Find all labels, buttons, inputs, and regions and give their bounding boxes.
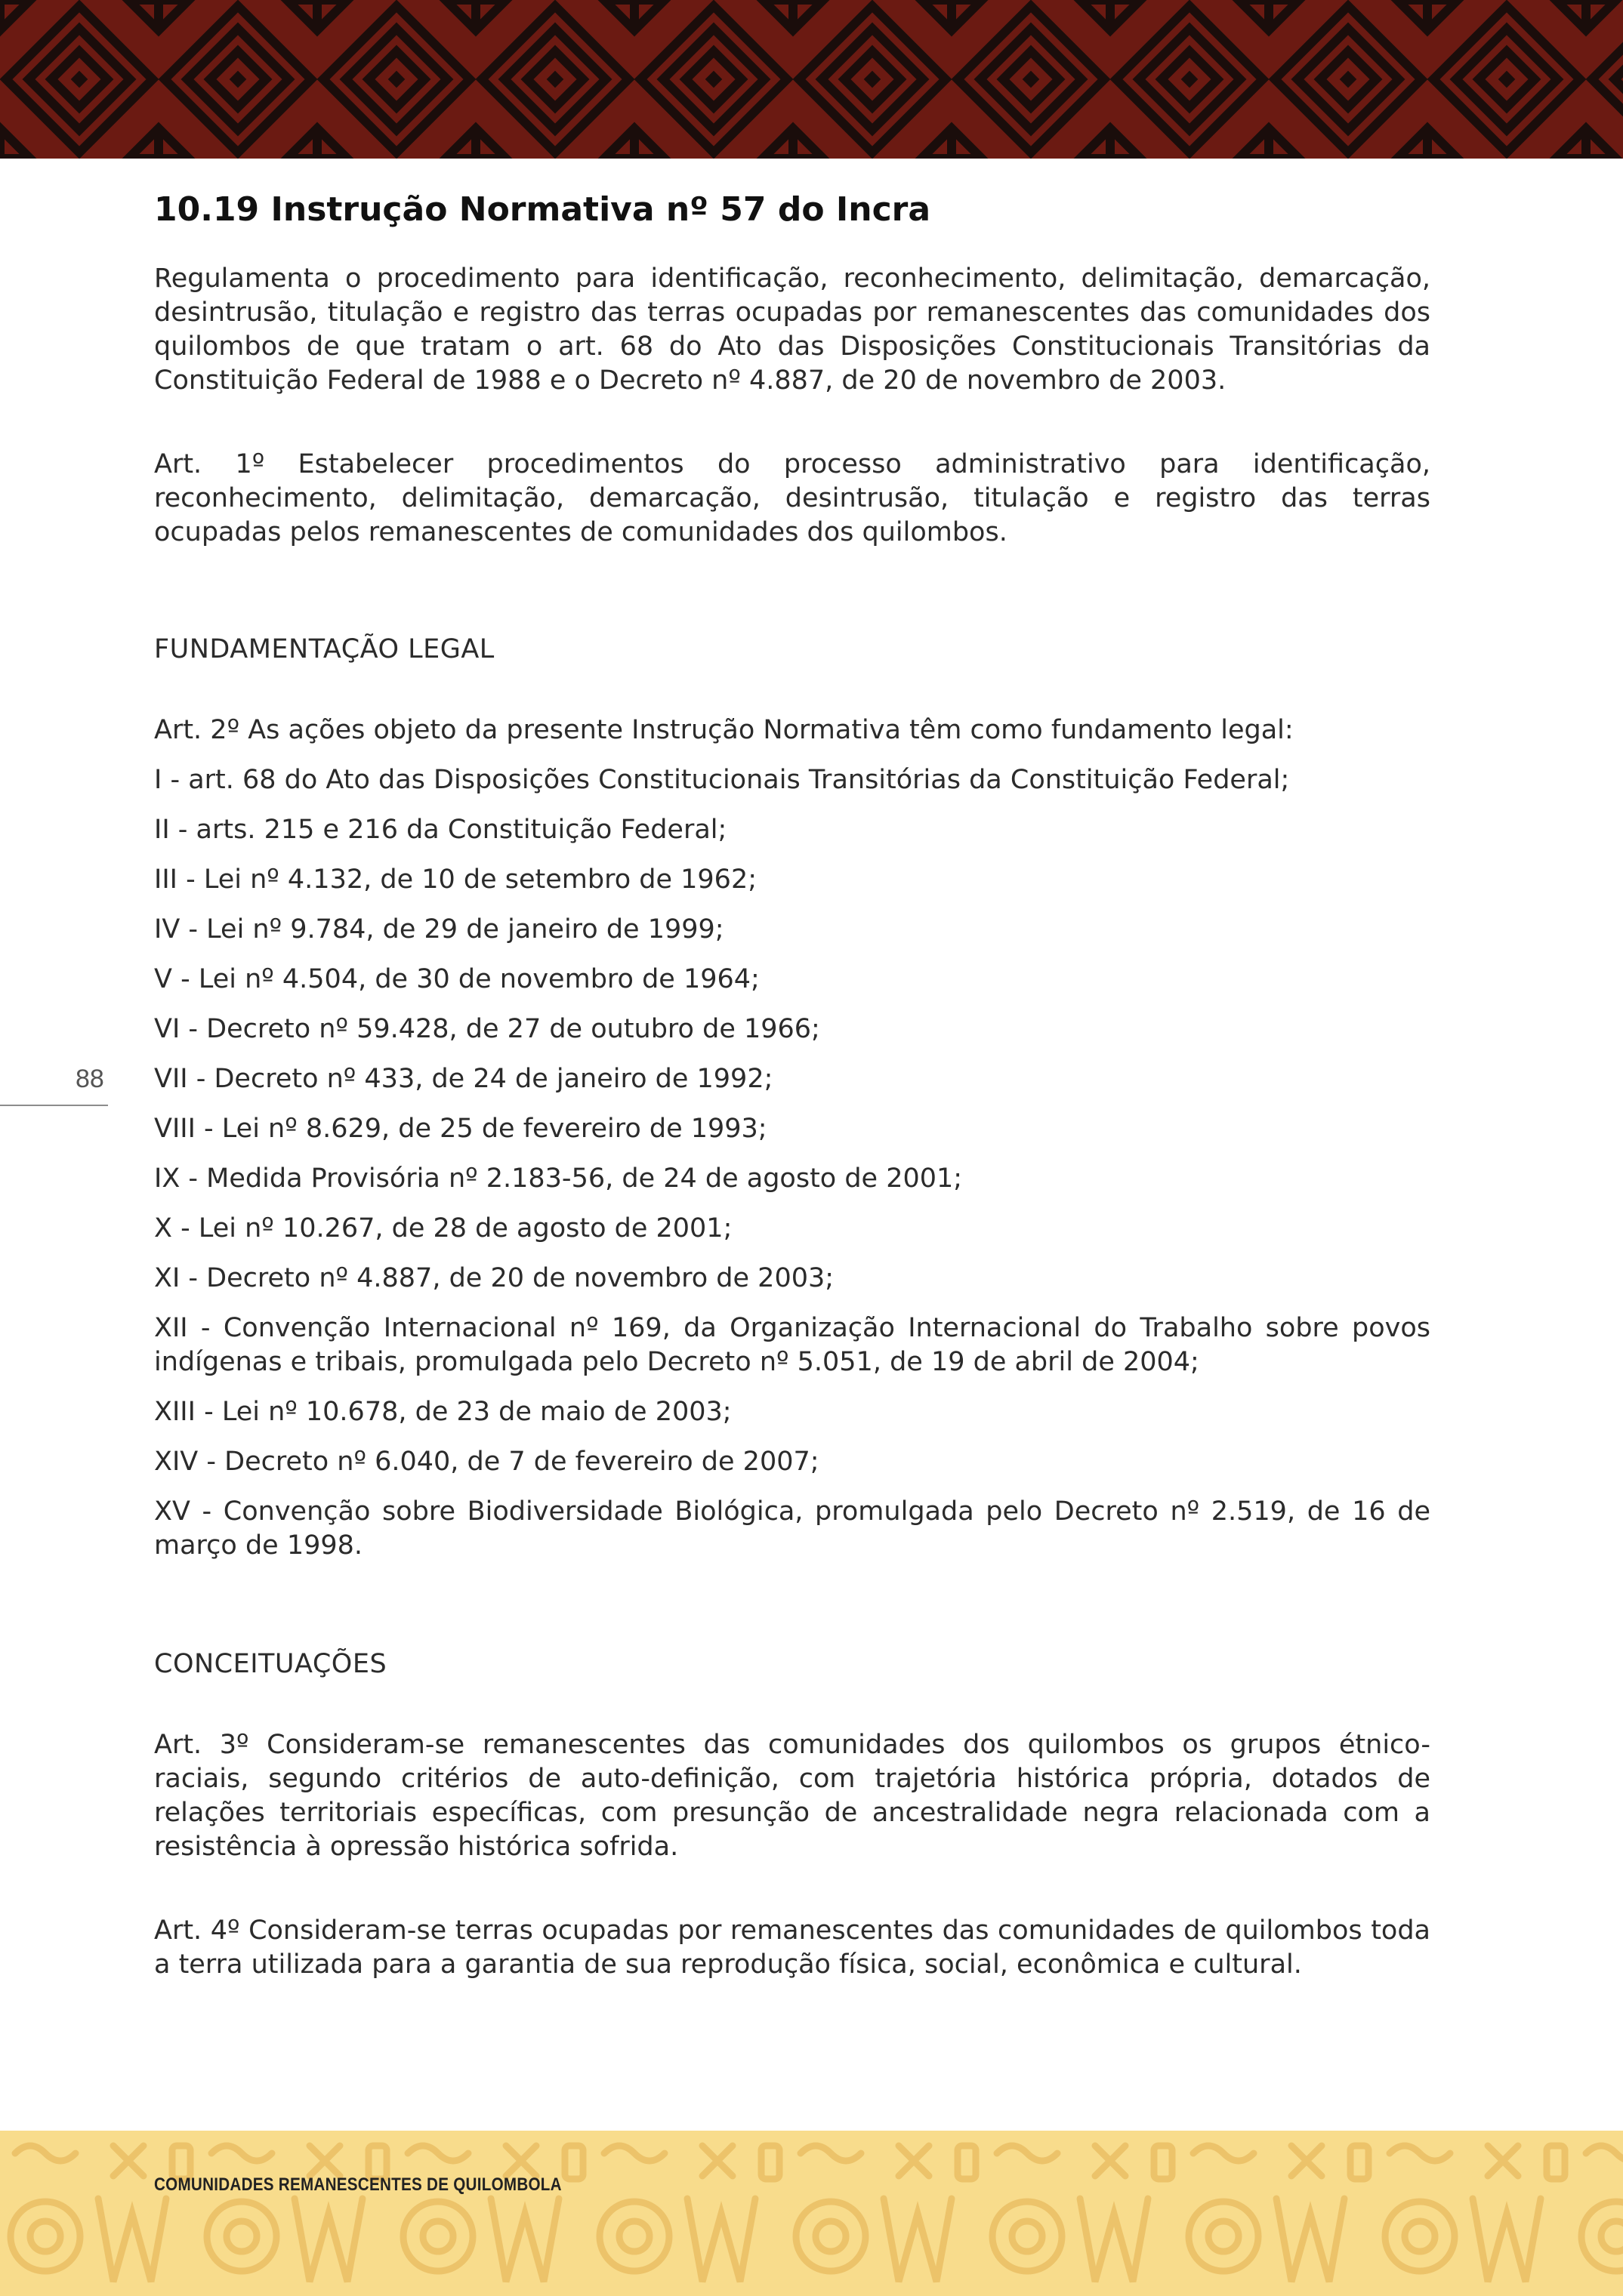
footer-label: COMUNIDADES REMANESCENTES DE QUILOMBOLA [154, 2174, 562, 2195]
list-item: VIII - Lei nº 8.629, de 25 de fevereiro de 1993; [154, 1113, 767, 1144]
section-title-fundamentacao: FUNDAMENTAÇÃO LEGAL [154, 633, 495, 664]
footer-glyph-pattern [0, 2131, 1623, 2296]
list-item: X - Lei nº 10.267, de 28 de agosto de 2001; [154, 1213, 733, 1244]
list-item: XIV - Decreto nº 6.040, de 7 de fevereiro de 2007; [154, 1446, 819, 1477]
list-item: IX - Medida Provisória nº 2.183-56, de 24 de agosto de 2001; [154, 1163, 963, 1194]
list-item: XIII - Lei nº 10.678, de 23 de maio de 2003; [154, 1396, 732, 1427]
list-item: XI - Decreto nº 4.887, de 20 de novembro de 2003; [154, 1262, 835, 1293]
article-3: Art. 3º Consideram-se remanescentes das comunidades dos quilombos os grupos étnico-raciais, segundo critérios de auto-definição, com trajetória histórica própria, dotados de relações territoriais específicas, com presunção de ancestralidade negra relacionada com a resistência à opressão histórica sofrida. [154, 1729, 1430, 1862]
legal-basis-list [154, 763, 1430, 1563]
section-title-conceituacoes: CONCEITUAÇÕES [154, 1648, 387, 1679]
article-1: Art. 1º Estabelecer procedimentos do processo administrativo para identificação, reconhecimento, delimitação, demarcação, desintrusão, titulação e registro das terras ocupadas pelos remanescentes de comunidades dos quilombos. [154, 448, 1430, 547]
footer-band [0, 2131, 1623, 2296]
list-item: XII - Convenção Internacional nº 169, da Organização Internacional do Trabalho sobre povos indígenas e tribais, promulgada pelo Decreto nº 5.051, de 19 de abril de 2004; [154, 1312, 1430, 1377]
list-item: VI - Decreto nº 59.428, de 27 de outubro de 1966; [154, 1013, 820, 1044]
list-item: II - arts. 215 e 216 da Constituição Federal; [154, 814, 727, 845]
list-item: XV - Convenção sobre Biodiversidade Biológica, promulgada pelo Decreto nº 2.519, de 16 de março de 1998. [154, 1496, 1430, 1561]
document-body [154, 190, 1430, 1982]
list-item: V - Lei nº 4.504, de 30 de novembro de 1964; [154, 963, 760, 994]
top-pattern-band [0, 0, 1623, 159]
page-number-rule [0, 1105, 108, 1106]
list-item: VII - Decreto nº 433, de 24 de janeiro de 1992; [154, 1063, 773, 1094]
page-number: 88 [76, 1065, 104, 1093]
article-2: Art. 2º As ações objeto da presente Instrução Normativa têm como fundamento legal: [154, 714, 1294, 745]
geometric-pattern-graphic [0, 0, 1623, 159]
list-item: III - Lei nº 4.132, de 10 de setembro de 1962; [154, 864, 758, 895]
intro-paragraph: Regulamenta o procedimento para identificação, reconhecimento, delimitação, demarcação, desintrusão, titulação e registro das terras ocupadas por remanescentes das comunidades dos quilombos de que tratam o art. 68 do Ato das Disposições Constitucionais Transitórias da Constituição Federal de 1988 e o Decreto nº 4.887, de 20 de novembro de 2003. [154, 263, 1430, 396]
section-heading: 10.19 Instrução Normativa nº 57 do Incra [154, 190, 931, 229]
list-item: I - art. 68 do Ato das Disposições Constitucionais Transitórias da Constituição Federal; [154, 764, 1290, 795]
article-4: Art. 4º Consideram-se terras ocupadas por remanescentes das comunidades de quilombos toda a terra utilizada para a garantia de sua reprodução física, social, econômica e cultural. [154, 1915, 1430, 1980]
list-item: IV - Lei nº 9.784, de 29 de janeiro de 1999; [154, 914, 724, 945]
